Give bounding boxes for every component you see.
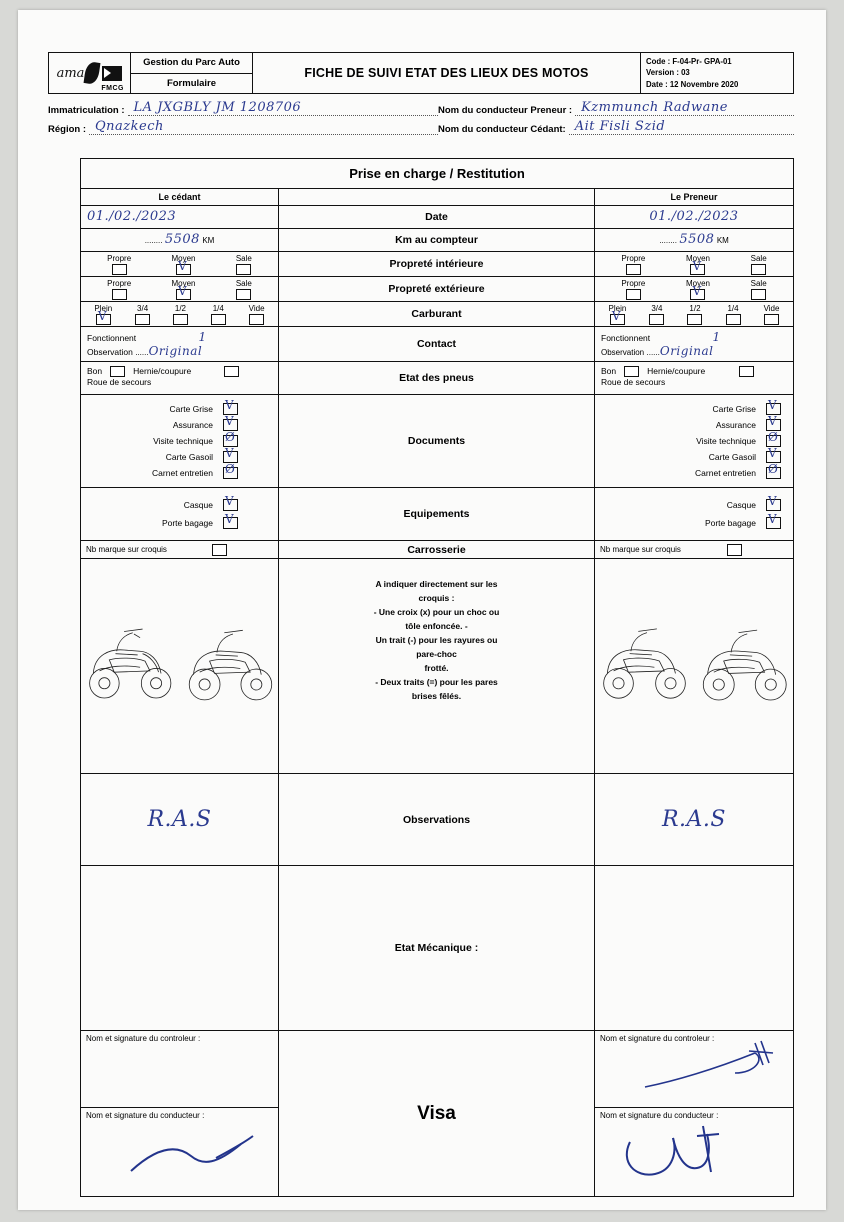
- checkbox[interactable]: [211, 314, 226, 325]
- logo-swoosh-icon: [84, 61, 101, 85]
- proprete-int-right: [595, 252, 793, 276]
- date-right-value: 01./02./2023: [649, 209, 739, 224]
- document-item[interactable]: [85, 446, 238, 465]
- equipement-label: Porte bagage: [704, 518, 756, 528]
- checkbox[interactable]: V: [176, 289, 191, 300]
- region-label: Région :: [48, 124, 86, 135]
- sketch-left-cell: [81, 559, 279, 773]
- table-row: [81, 252, 793, 277]
- table-row-sketches: [81, 559, 793, 774]
- option-label: Sale: [750, 279, 767, 288]
- cedant-label: Nom du conducteur Cédant:: [438, 124, 566, 135]
- km-right-unit: KM: [716, 236, 729, 245]
- document-label: Carte Gasoil: [708, 452, 756, 462]
- header-date: Date : 12 Novembre 2020: [646, 79, 739, 89]
- option-1-4[interactable]: [211, 304, 226, 325]
- sketch-right-cell: [595, 559, 793, 773]
- pneus-left-line2: Roue de secours: [87, 377, 152, 387]
- option-sale[interactable]: [236, 279, 252, 300]
- checkbox[interactable]: [224, 366, 239, 377]
- preneur-label: Nom du conducteur Preneur :: [438, 105, 573, 116]
- document-header: [48, 52, 794, 94]
- checkbox[interactable]: [624, 366, 639, 377]
- option-label: Sale: [750, 254, 767, 263]
- pneus-bon-label: Bon: [87, 366, 103, 376]
- option-label: Plein: [608, 304, 627, 313]
- table-row: [81, 302, 793, 327]
- table-row: [81, 229, 793, 252]
- document-label: Assurance: [715, 420, 756, 430]
- contact-right-count: 1: [712, 330, 721, 344]
- table-row-visa: [81, 1031, 793, 1196]
- document-item[interactable]: [599, 414, 781, 433]
- pneus-hernie-label: Hernie/coupure: [133, 366, 192, 376]
- option-label: 1/4: [727, 304, 739, 313]
- pneus-hernie-label: Hernie/coupure: [647, 366, 706, 376]
- header-department-line1: Gestion du Parc Auto: [131, 53, 252, 74]
- header-code: Code : F-04-Pr- GPA-01: [646, 57, 732, 67]
- equipement-item[interactable]: [599, 496, 781, 514]
- option-1-4[interactable]: [726, 304, 741, 325]
- observations-left: [81, 774, 279, 865]
- scooter-sketch-icon: [180, 591, 279, 741]
- option-label: Propre: [621, 254, 646, 263]
- table-row-mecanique: [81, 866, 793, 1031]
- table-row: [81, 488, 793, 541]
- observations-right-value: R.A.S: [661, 807, 726, 832]
- contact-left: [81, 327, 279, 361]
- pneus-right: [595, 362, 793, 394]
- contact-left-fonctionnent: [87, 330, 272, 344]
- contact-right-obs: Original: [659, 344, 714, 358]
- observations-label: Observations: [279, 774, 595, 865]
- main-table: [80, 158, 794, 1197]
- logo-arrow-icon: [102, 66, 122, 81]
- note-line: - Une croix (x) pour un choc ou: [373, 607, 500, 617]
- option-3-4[interactable]: [649, 304, 664, 325]
- documents-left: [81, 395, 279, 487]
- checkbox[interactable]: Ø: [766, 467, 781, 479]
- checkbox[interactable]: [626, 264, 641, 275]
- col-center-head-spacer: [279, 189, 595, 205]
- note-line: Un trait (-) pour les rayures ou: [375, 635, 498, 645]
- table-row: [81, 277, 793, 302]
- mecanique-left[interactable]: [81, 866, 279, 1030]
- contact-fonctionnent-label: Fonctionnent: [87, 333, 137, 343]
- option-label: 3/4: [651, 304, 663, 313]
- checkbox[interactable]: Ø: [766, 435, 781, 447]
- scooter-sketch-icon: [595, 591, 694, 741]
- contact-observation-label: Observation: [601, 348, 645, 357]
- equipements-right: [595, 488, 793, 540]
- date-label: Date: [279, 206, 595, 228]
- note-line: croquis :: [418, 593, 455, 603]
- document-item[interactable]: [85, 398, 238, 417]
- identity-block: [48, 102, 794, 140]
- km-label: Km au compteur: [279, 229, 595, 251]
- option-1-2[interactable]: [173, 304, 188, 325]
- carburant-left: [81, 302, 279, 326]
- contact-right: [595, 327, 793, 361]
- nb-marque-label: Nb marque sur croquis: [600, 545, 681, 554]
- option-moyen[interactable]: [171, 254, 195, 275]
- document-label: Carte Grise: [712, 404, 756, 414]
- proprete-ext-label: Propreté extérieure: [279, 277, 595, 301]
- logo-subtext: FMCG: [101, 85, 124, 92]
- proprete-int-label: Propreté intérieure: [279, 252, 595, 276]
- checkbox[interactable]: V: [766, 517, 781, 529]
- pneus-left: [81, 362, 279, 394]
- document-label: Carnet entretien: [152, 468, 213, 478]
- equipement-label: Casque: [726, 500, 756, 510]
- equipement-item[interactable]: [85, 496, 238, 514]
- pneus-right-line1: [601, 365, 787, 377]
- document-title: FICHE DE SUIVI ETAT DES LIEUX DES MOTOS: [253, 53, 641, 93]
- note-line: tôle enfoncée. -: [405, 621, 468, 631]
- document-sheet: [18, 10, 826, 1210]
- option-plein[interactable]: [609, 304, 627, 325]
- contact-left-count: 1: [198, 330, 207, 344]
- option-moyen[interactable]: [686, 279, 710, 300]
- visa-left-column: [81, 1031, 279, 1196]
- table-row-observations: [81, 774, 793, 866]
- checkbox[interactable]: [112, 264, 127, 275]
- checkbox[interactable]: V: [223, 403, 238, 415]
- km-left-unit: KM: [202, 236, 215, 245]
- option-label: Plein: [94, 304, 113, 313]
- date-right-value-cell: [595, 206, 793, 228]
- checkbox[interactable]: [726, 314, 741, 325]
- document-item[interactable]: [599, 462, 781, 481]
- option-label: 1/2: [689, 304, 701, 313]
- checkbox[interactable]: V: [766, 499, 781, 511]
- checkbox[interactable]: [173, 314, 188, 325]
- checkbox[interactable]: [751, 289, 766, 300]
- document-item[interactable]: [85, 430, 238, 449]
- region-field: [48, 121, 438, 135]
- document-label: Carnet entretien: [695, 468, 756, 478]
- immatriculation-label: Immatriculation :: [48, 105, 125, 116]
- note-line: pare-choc: [416, 649, 457, 659]
- document-item[interactable]: [599, 430, 781, 449]
- table-banner-row: [81, 159, 793, 189]
- pneus-bon-label: Bon: [601, 366, 617, 376]
- documents-label: Documents: [279, 395, 595, 487]
- signature-mark: [615, 1122, 805, 1188]
- contact-label: Contact: [279, 327, 595, 361]
- checkbox[interactable]: V: [690, 289, 705, 300]
- checkbox[interactable]: V: [766, 403, 781, 415]
- carrosserie-right-nb: [595, 541, 793, 558]
- checkbox[interactable]: [249, 314, 264, 325]
- option-propre[interactable]: [621, 254, 645, 275]
- document-item[interactable]: [599, 446, 781, 465]
- controleur-label: Nom et signature du controleur :: [86, 1034, 201, 1043]
- option-label: Vide: [248, 304, 265, 313]
- carburant-right: [595, 302, 793, 326]
- checkbox[interactable]: V: [223, 517, 238, 529]
- company-logo: [49, 53, 131, 93]
- nb-marque-box[interactable]: [212, 544, 227, 556]
- option-label: Vide: [763, 304, 780, 313]
- preneur-value: Kzmmunch Radwane: [581, 100, 728, 115]
- option-label: Propre: [107, 279, 132, 288]
- conducteur-label: Nom et signature du conducteur :: [600, 1111, 719, 1120]
- header-code-block: [641, 53, 793, 93]
- checkbox[interactable]: [649, 314, 664, 325]
- option-label: Sale: [235, 254, 252, 263]
- documents-right: [595, 395, 793, 487]
- checkbox[interactable]: V: [223, 499, 238, 511]
- option-propre[interactable]: [621, 279, 645, 300]
- note-line: A indiquer directement sur les: [375, 579, 498, 589]
- checkbox[interactable]: Ø: [223, 467, 238, 479]
- option-propre[interactable]: [107, 254, 131, 275]
- header-department: [131, 53, 253, 93]
- option-vide[interactable]: [249, 304, 265, 325]
- mecanique-label: Etat Mécanique :: [279, 866, 595, 1030]
- table-banner: Prise en charge / Restitution: [349, 166, 525, 181]
- immatriculation-value: LA JXGBLY JM 1208706: [133, 100, 302, 115]
- checkbox[interactable]: [764, 314, 779, 325]
- checkbox[interactable]: [236, 264, 251, 275]
- visa-label: Visa: [279, 1031, 595, 1196]
- signature-mark: [605, 1039, 795, 1097]
- note-line: brises fêlés.: [411, 691, 462, 701]
- option-label: Propre: [621, 279, 646, 288]
- checkbox[interactable]: V: [223, 419, 238, 431]
- option-label: Sale: [235, 279, 252, 288]
- carburant-label: Carburant: [279, 302, 595, 326]
- checkbox[interactable]: [110, 366, 125, 377]
- checkbox[interactable]: [236, 289, 251, 300]
- visa-right-column: [595, 1031, 793, 1196]
- checkbox[interactable]: Ø: [223, 435, 238, 447]
- checkbox[interactable]: [626, 289, 641, 300]
- table-row: [81, 327, 793, 362]
- checkbox[interactable]: V: [766, 419, 781, 431]
- option-propre[interactable]: [107, 279, 131, 300]
- conducteur-left-cell[interactable]: [81, 1108, 278, 1196]
- km-left-cell: [81, 229, 279, 251]
- identity-row-1: [48, 102, 794, 116]
- document-item[interactable]: [599, 398, 781, 417]
- date-left-value: 01./02./2023: [87, 209, 177, 224]
- checkbox[interactable]: [135, 314, 150, 325]
- sketch-instructions: [279, 559, 595, 773]
- contact-left-obs: Original: [148, 344, 203, 358]
- option-sale[interactable]: [751, 254, 767, 275]
- equipement-label: Porte bagage: [161, 518, 213, 528]
- proprete-ext-left: [81, 277, 279, 301]
- immatriculation-field: [48, 102, 438, 116]
- option-label: 1/4: [212, 304, 224, 313]
- checkbox[interactable]: V: [690, 264, 705, 275]
- equipement-label: Casque: [183, 500, 213, 510]
- observations-right: [595, 774, 793, 865]
- contact-right-observation: Observation ......Original: [601, 344, 714, 358]
- header-version: Version : 03: [646, 68, 690, 78]
- pneus-left-line1: [87, 365, 272, 377]
- col-right-head: Le Preneur: [670, 192, 718, 202]
- checkbox[interactable]: [687, 314, 702, 325]
- checkbox[interactable]: V: [96, 314, 111, 325]
- pneus-label: Etat des pneus: [279, 362, 595, 394]
- carrosserie-left-nb: [81, 541, 279, 558]
- checkbox[interactable]: [751, 264, 766, 275]
- option-moyen[interactable]: [171, 279, 195, 300]
- preneur-field: [438, 102, 794, 116]
- nb-marque-box[interactable]: [727, 544, 742, 556]
- observations-left-value: R.A.S: [147, 807, 212, 832]
- option-label: 3/4: [137, 304, 149, 313]
- table-row: [81, 362, 793, 395]
- equipements-left: [81, 488, 279, 540]
- controleur-right-cell[interactable]: [595, 1031, 793, 1108]
- proprete-ext-right: [595, 277, 793, 301]
- cedant-field: [438, 121, 794, 135]
- option-3-4[interactable]: [135, 304, 150, 325]
- checkbox[interactable]: V: [766, 451, 781, 463]
- checkbox[interactable]: [739, 366, 754, 377]
- km-left-value: 5508: [164, 232, 200, 247]
- option-vide[interactable]: [764, 304, 780, 325]
- mecanique-right[interactable]: [595, 866, 793, 1030]
- region-value: Qnazkech: [95, 119, 164, 134]
- conducteur-right-cell[interactable]: [595, 1108, 793, 1196]
- contact-right-fonctionnent: [601, 330, 787, 344]
- document-item[interactable]: [85, 462, 238, 481]
- document-label: Assurance: [172, 420, 213, 430]
- table-head-row: [81, 189, 793, 206]
- table-row: [81, 541, 793, 559]
- option-plein[interactable]: [94, 304, 112, 325]
- km-right-dots: ........: [659, 236, 677, 245]
- note-line: - Deux traits (=) pour les pares: [375, 677, 498, 687]
- signature-mark: [121, 1126, 301, 1186]
- col-left-head: Le cédant: [81, 189, 279, 205]
- option-sale[interactable]: [236, 254, 252, 275]
- option-label: Moyen: [171, 254, 196, 263]
- checkbox[interactable]: V: [610, 314, 625, 325]
- nb-marque-label: Nb marque sur croquis: [86, 545, 167, 554]
- logo-text: ama: [56, 65, 85, 81]
- checkbox[interactable]: V: [223, 451, 238, 463]
- proprete-int-left: [81, 252, 279, 276]
- header-department-line2: Formulaire: [166, 77, 217, 89]
- option-label: Propre: [107, 254, 132, 263]
- controleur-label: Nom et signature du controleur :: [600, 1034, 715, 1043]
- checkbox[interactable]: V: [176, 264, 191, 275]
- option-label: Moyen: [685, 279, 710, 288]
- scooter-sketch-icon: [694, 591, 793, 741]
- equipements-label: Equipements: [279, 488, 595, 540]
- scooter-sketch-icon: [81, 591, 180, 741]
- pneus-right-line2: Roue de secours: [601, 377, 666, 387]
- option-sale[interactable]: [751, 279, 767, 300]
- contact-observation-label: Observation: [87, 347, 133, 357]
- carrosserie-label: Carrosserie: [279, 541, 595, 558]
- contact-left-observation: Observation ......Original: [87, 344, 203, 358]
- date-left-value-cell: [81, 206, 279, 228]
- km-right-cell: [595, 229, 793, 251]
- document-label: Carte Gasoil: [165, 452, 213, 462]
- table-row: [81, 395, 793, 488]
- identity-row-2: [48, 121, 794, 135]
- note-line: frotté.: [424, 663, 449, 673]
- option-label: Moyen: [171, 279, 196, 288]
- option-moyen[interactable]: [686, 254, 710, 275]
- equipement-item[interactable]: [85, 514, 238, 532]
- contact-fonctionnent-label: Fonctionnent: [601, 333, 651, 343]
- conducteur-label: Nom et signature du conducteur :: [86, 1111, 205, 1120]
- controleur-left-cell[interactable]: [81, 1031, 278, 1108]
- km-left-dots: ........: [144, 236, 163, 245]
- document-label: Visite technique: [696, 436, 756, 446]
- document-item[interactable]: [85, 414, 238, 433]
- equipement-item[interactable]: [599, 514, 781, 532]
- document-label: Visite technique: [153, 436, 213, 446]
- option-label: 1/2: [174, 304, 186, 313]
- document-label: Carte Grise: [169, 404, 213, 414]
- option-label: Moyen: [685, 254, 710, 263]
- cedant-value: Ait Fisli Szid: [574, 119, 666, 134]
- table-row: [81, 206, 793, 229]
- option-1-2[interactable]: [687, 304, 702, 325]
- km-right-value: 5508: [679, 232, 715, 247]
- checkbox[interactable]: [112, 289, 127, 300]
